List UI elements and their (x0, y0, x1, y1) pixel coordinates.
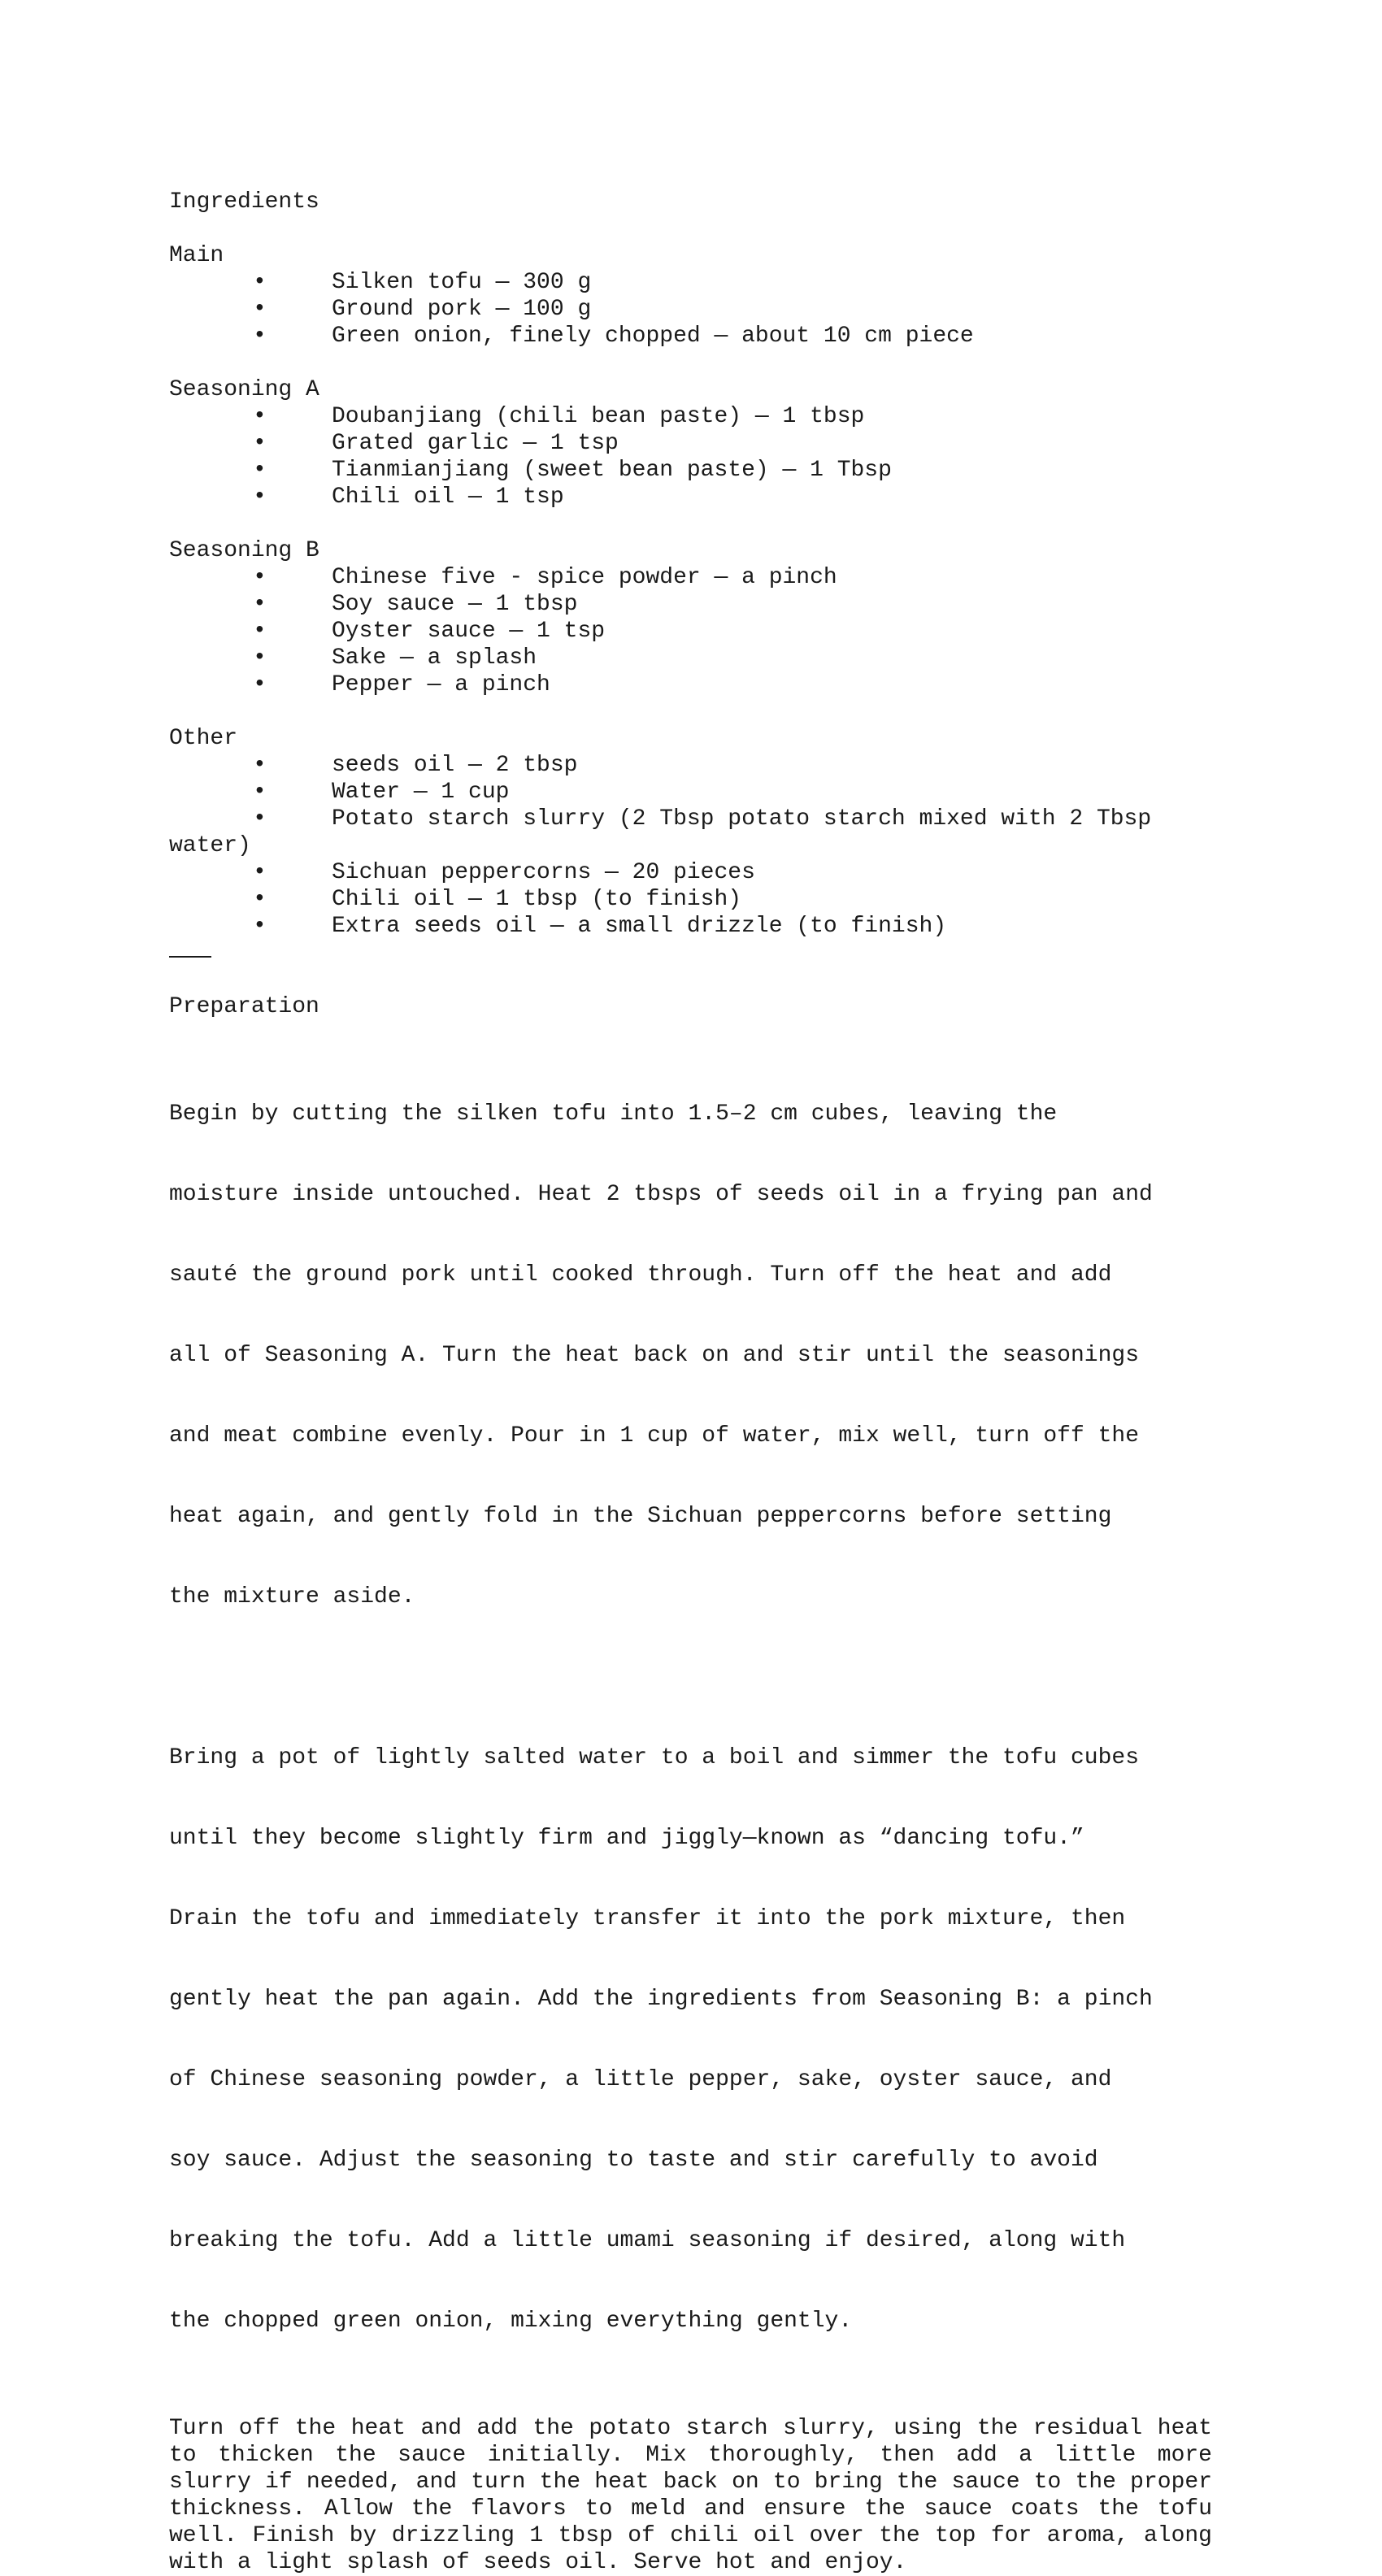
bullet-icon: • (253, 619, 267, 644)
bullet-icon: • (253, 645, 267, 671)
group-title-main: Main (169, 243, 224, 268)
bullet-icon: • (253, 672, 267, 697)
list-item: • Extra seeds oil — a small drizzle (to finish) (253, 914, 947, 939)
preparation-heading: Preparation (169, 994, 319, 1019)
preparation-paragraph-1: Begin by cutting the silken tofu into 1.5–2 cm cubes, leaving the moisture inside untouched. Heat 2 tbsps of seeds oil in a frying pan and sauté the ground pork until cooked through. Turn off the heat and add all of Seasoning A. Turn the heat back on and stir until the seasonings and meat combine evenly. Pour in 1 cup of water, mix well, turn off the heat again, and gently fold in the Sichuan peppercorns before setting the mixture aside. (169, 1101, 1153, 1609)
list-item: • Doubanjiang (chili bean paste) — 1 tbsp (253, 404, 865, 429)
list-item: • Chili oil — 1 tsp (253, 484, 564, 510)
section-divider (169, 956, 211, 958)
list-item: • Silken tofu — 300 g (253, 270, 592, 295)
bullet-icon: • (253, 860, 267, 885)
list-item: • Sake — a splash (253, 645, 537, 671)
bullet-icon: • (253, 592, 267, 617)
bullet-icon: • (253, 484, 267, 510)
list-item: • Soy sauce — 1 tbsp (253, 592, 578, 617)
list-item: • Chili oil — 1 tbsp (to finish) (253, 887, 742, 912)
list-item: • Tianmianjiang (sweet bean paste) — 1 Tbsp (253, 458, 892, 483)
group-title-other: Other (169, 726, 238, 751)
bullet-icon: • (253, 753, 267, 778)
ingredients-heading: Ingredients (169, 189, 319, 215)
bullet-icon: • (253, 297, 267, 322)
bullet-icon: • (253, 431, 267, 456)
list-item: • Oyster sauce — 1 tsp (253, 619, 606, 644)
list-item: • Sichuan peppercorns — 20 pieces (253, 860, 755, 885)
list-item: • Grated garlic — 1 tsp (253, 431, 619, 456)
bullet-icon: • (253, 324, 267, 349)
preparation-paragraph-3: Turn off the heat and add the potato starch slurry, using the residual heat to thicken the sauce initially. Mix thoroughly, then add a little more slurry if needed, and turn the heat back on to bring the sauce to the proper thickness. Allow the flavors to meld and ensure the sauce coats the tofu well. Finish by drizzling 1 tbsp of chili oil over the top for aroma, along with a light splash of seeds oil. Serve hot and enjoy. (169, 2416, 1212, 2575)
list-item: • Chinese five - spice powder — a pinch (253, 565, 837, 590)
bullet-icon: • (253, 458, 267, 483)
list-item: • Water — 1 cup (253, 780, 510, 805)
recipe-page (169, 189, 1226, 2576)
list-item: • Ground pork — 100 g (253, 297, 592, 322)
list-item: • Potato starch slurry (2 Tbsp potato starch mixed with 2 Tbsp water) (169, 806, 1152, 858)
list-item: • Pepper — a pinch (253, 672, 550, 697)
bullet-icon: • (253, 780, 267, 805)
group-title-seasoning-b: Seasoning B (169, 538, 319, 563)
bullet-icon: • (253, 914, 267, 939)
bullet-icon: • (253, 806, 267, 832)
bullet-icon: • (253, 887, 267, 912)
bullet-icon: • (253, 565, 267, 590)
bullet-icon: • (253, 404, 267, 429)
list-item: • Green onion, finely chopped — about 10 cm piece (253, 324, 974, 349)
group-title-seasoning-a: Seasoning A (169, 377, 319, 402)
list-item: • seeds oil — 2 tbsp (253, 753, 578, 778)
preparation-paragraph-2: Bring a pot of lightly salted water to a boil and simmer the tofu cubes until they become slightly firm and jiggly—known as “dancing tofu.” Drain the tofu and immediately transfer it into the pork mixture, then gently heat the pan again. Add the ingredients from Seasoning B: a pinch of Chinese seasoning powder, a little pepper, sake, oyster sauce, and soy sauce. Adjust the seasoning to taste and stir carefully to avoid breaking the tofu. Add a little umami seasoning if desired, along with the chopped green onion, mixing everything gently. (169, 1745, 1153, 2334)
bullet-icon: • (253, 270, 267, 295)
